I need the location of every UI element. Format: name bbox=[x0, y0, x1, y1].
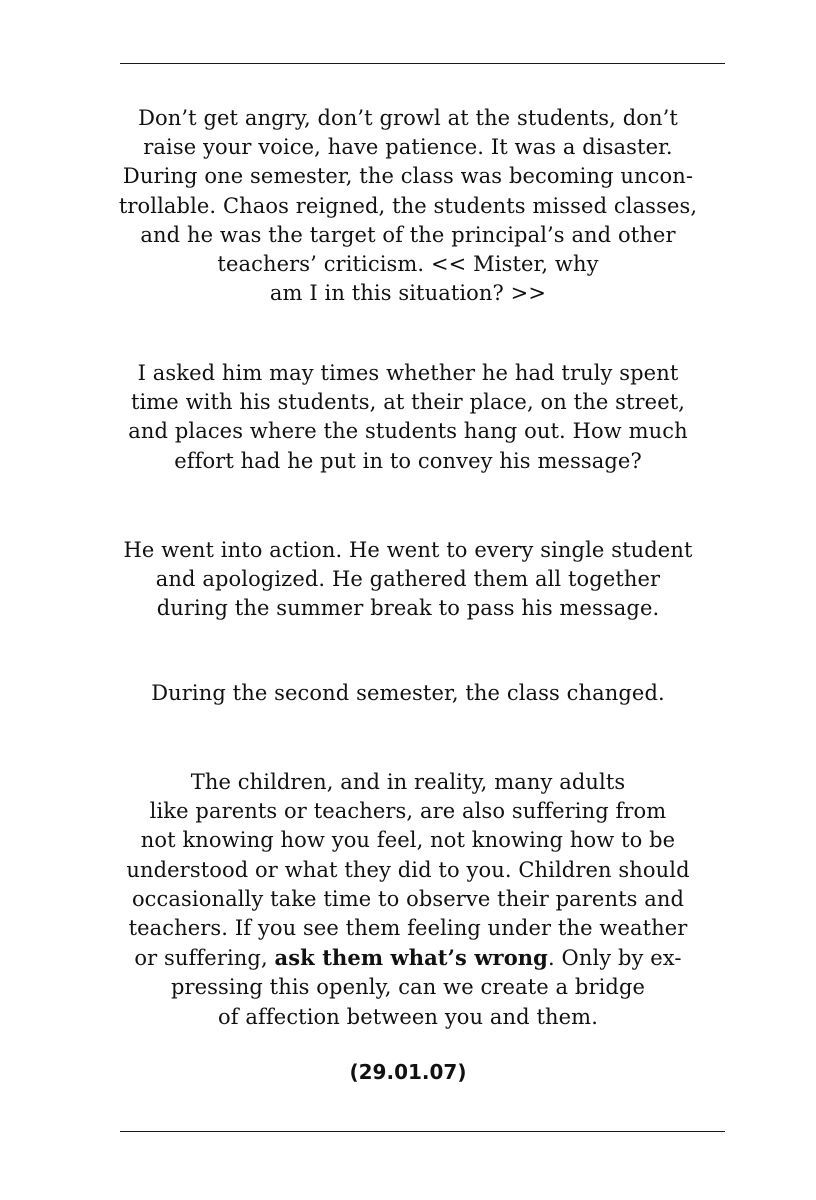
text-line: effort had he put in to convey his message? bbox=[174, 448, 642, 473]
text-line: raise your voice, have patience. It was a disaster. bbox=[143, 135, 673, 160]
text-line: Don’t get angry, don’t growl at the students, don’t bbox=[138, 106, 678, 130]
text-segment: or suffering, bbox=[134, 946, 275, 971]
emphasized-phrase: ask them what’s wrong bbox=[274, 945, 548, 971]
text-line: and he was the target of the principal’s and other bbox=[140, 222, 676, 247]
paragraph-1 bbox=[60, 104, 756, 308]
text-line-with-emphasis bbox=[60, 943, 756, 973]
text-line: time with his students, at their place, on the street, bbox=[130, 390, 686, 415]
text-line: During the second semester, the class changed. bbox=[151, 681, 665, 705]
text-line: teachers. If you see them feeling under the weather bbox=[128, 916, 688, 941]
text-line: I asked him may times whether he had truly spent bbox=[137, 361, 679, 385]
text-line: like parents or teachers, are also suffering from bbox=[149, 799, 667, 824]
text-line: pressing this openly, can we create a bridge bbox=[170, 975, 646, 1000]
text-line: teachers’ criticism. << Mister, why bbox=[217, 252, 599, 277]
text-line: understood or what they did to you. Children should bbox=[126, 857, 690, 882]
text-line: trollable. Chaos reigned, the students missed classes, bbox=[118, 193, 698, 218]
text-line: occasionally take time to observe their parents and bbox=[131, 886, 685, 911]
paragraph-3 bbox=[60, 536, 756, 624]
paragraph-2 bbox=[60, 359, 756, 476]
text-line: and places where the students hang out. How much bbox=[128, 419, 688, 444]
text-line: The children, and in reality, many adults bbox=[190, 770, 626, 794]
text-line: during the summer break to pass his message. bbox=[156, 596, 660, 621]
text-segment: . Only by ex- bbox=[547, 946, 682, 971]
paragraph-4 bbox=[60, 679, 756, 708]
text-line: and apologized. He gathered them all together bbox=[155, 567, 661, 592]
text-line: He went into action. He went to every single student bbox=[123, 538, 693, 562]
text-line: not knowing how you feel, not knowing how to be bbox=[140, 828, 676, 853]
top-rule bbox=[120, 63, 725, 64]
text-line: of affection between you and them. bbox=[218, 1004, 598, 1029]
date-stamp: (29.01.07) bbox=[349, 1060, 467, 1084]
paragraph-5 bbox=[60, 768, 756, 1032]
bottom-rule bbox=[120, 1131, 725, 1132]
text-line: During one semester, the class was becoming uncon- bbox=[122, 164, 694, 189]
text-line: am I in this situation? >> bbox=[269, 281, 547, 306]
